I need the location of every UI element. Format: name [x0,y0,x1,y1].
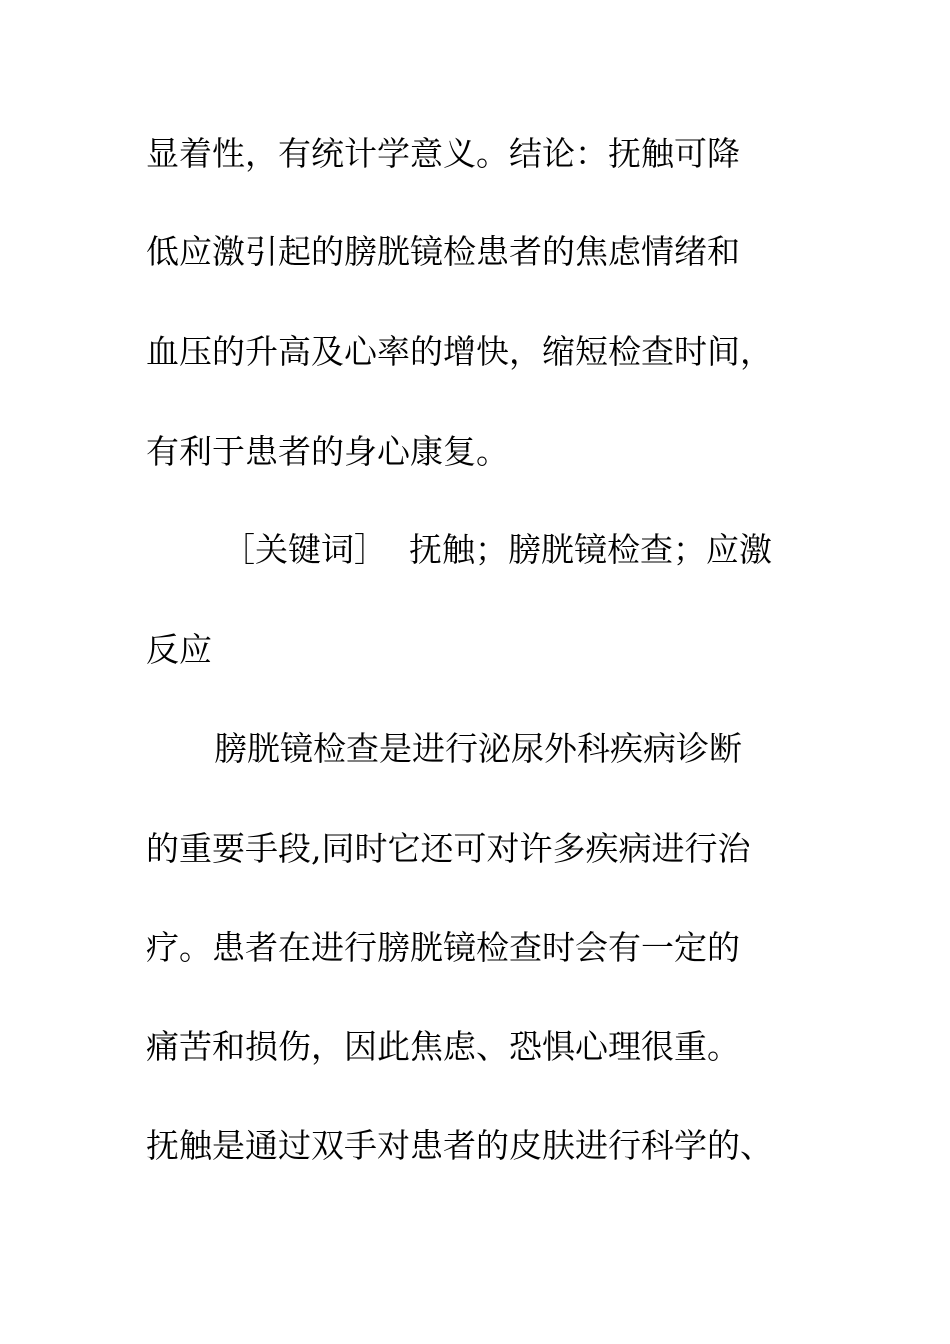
body-line-3: 疗。患者在进行膀胱镜检查时会有一定的 [146,928,740,967]
abstract-line-2: 低应激引起的膀胱镜检患者的焦虑情绪和 [146,232,740,271]
keywords-label: ［关键词］ [222,530,387,569]
abstract-line-3: 血压的升高及心率的增快，缩短检查时间， [146,332,773,371]
body-line-5: 抚触是通过双手对患者的皮肤进行科学的、 [146,1126,773,1165]
body-line-1: 膀胱镜检查是进行泌尿外科疾病诊断 [214,729,742,768]
abstract-line-1: 显着性，有统计学意义。结论：抚触可降 [146,134,740,173]
keywords-line [222,530,772,570]
body-line-4: 痛苦和损伤，因此焦虑、恐惧心理很重。 [146,1027,740,1066]
body-line-2: 的重要手段,同时它还可对许多疾病进行治 [146,829,751,868]
abstract-line-4: 有利于患者的身心康复。 [146,432,509,471]
keywords-text: 抚触；膀胱镜检查；应激 [409,530,772,569]
keywords-continuation: 反应 [146,630,212,669]
